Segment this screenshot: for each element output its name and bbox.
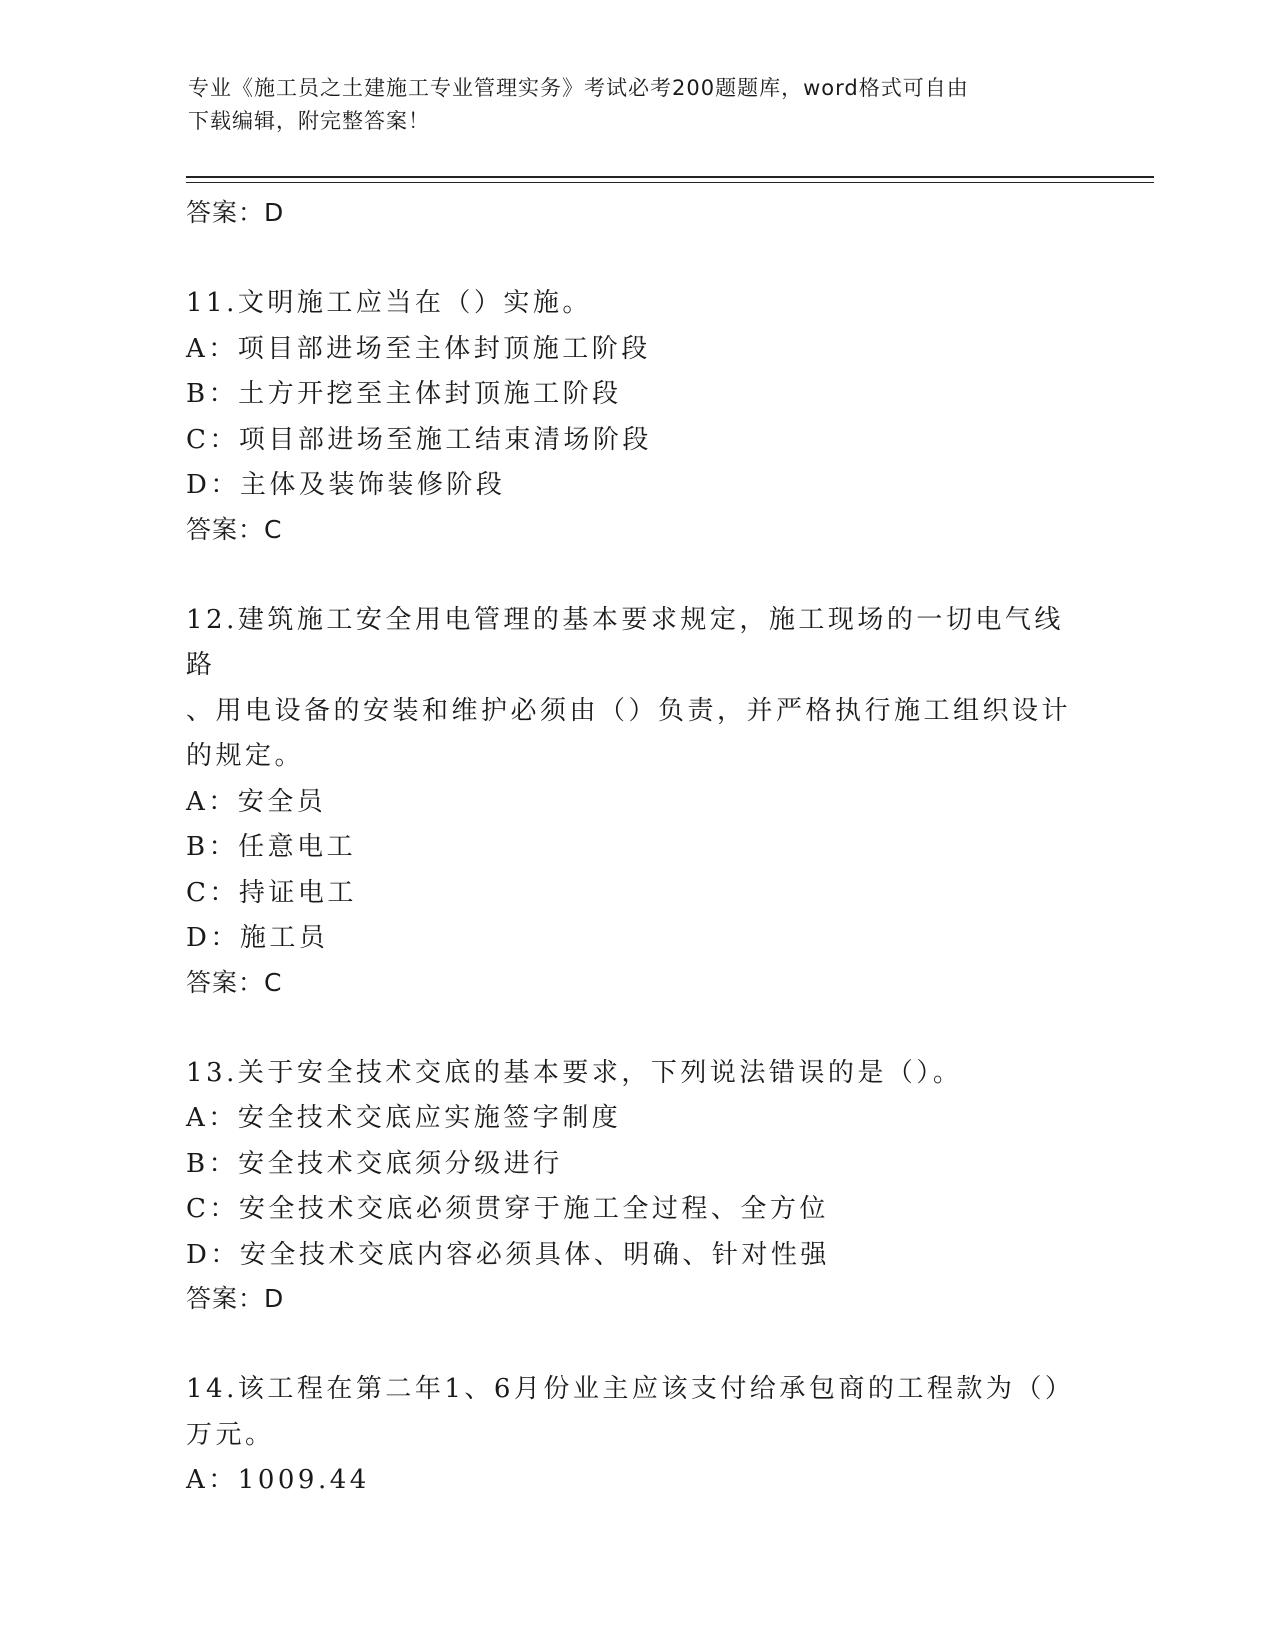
question-list — [186, 192, 1086, 1504]
header-divider-thick — [186, 176, 1154, 178]
option-d: D：施工员 — [186, 923, 329, 953]
header-line-1: 专业《施工员之土建施工专业管理实务》考试必考200题题库，word格式可自由 — [188, 76, 969, 100]
question-stem: 14.该工程在第二年1、6月份业主应该支付给承包商的工程款为（） — [186, 1374, 1075, 1404]
option-d: D：安全技术交底内容必须具体、明确、针对性强 — [186, 1239, 830, 1270]
question-stem: 的规定。 — [186, 741, 305, 771]
option-a: A：安全技术交底应实施签字制度 — [186, 1103, 622, 1133]
question-stem: 11.文明施工应当在（）实施。 — [186, 288, 592, 318]
option-a: A：安全员 — [186, 786, 327, 817]
option-b: B：安全技术交底须分级进行 — [186, 1148, 563, 1179]
answer-line: 答案：C — [186, 967, 283, 997]
question-block — [186, 281, 1086, 551]
question-stem: 13.关于安全技术交底的基本要求，下列说法错误的是（）。 — [186, 1057, 963, 1088]
question-block — [186, 1367, 1086, 1504]
question-block — [186, 598, 1086, 1004]
option-b: B：土方开挖至主体封顶施工阶段 — [186, 379, 622, 409]
option-b: B：任意电工 — [186, 832, 357, 862]
question-stem: 12.建筑施工安全用电管理的基本要求规定，施工现场的一切电气线路 — [186, 604, 1064, 680]
header-divider-thin — [186, 182, 1154, 183]
option-d: D：主体及装饰装修阶段 — [186, 470, 506, 500]
option-a: A：项目部进场至主体封顶施工阶段 — [186, 333, 651, 364]
spacer — [186, 1320, 1086, 1367]
question-block — [186, 1051, 1086, 1321]
option-a: A：1009.44 — [186, 1465, 370, 1495]
spacer — [186, 1004, 1086, 1051]
question-stem: 万元。 — [186, 1419, 275, 1450]
spacer — [186, 551, 1086, 598]
answer-line: 答案：D — [186, 198, 285, 227]
spacer — [186, 234, 1086, 281]
document-header — [188, 72, 1068, 138]
option-c: C：安全技术交底必须贯穿于施工全过程、全方位 — [186, 1194, 829, 1224]
answer-line: 答案：C — [186, 514, 283, 544]
option-c: C：持证电工 — [186, 877, 357, 908]
option-c: C：项目部进场至施工结束清场阶段 — [186, 424, 652, 455]
header-line-2: 下载编辑，附完整答案！ — [188, 109, 430, 133]
answer-line: 答案：D — [186, 1284, 285, 1313]
question-stem: 、用电设备的安装和维护必须由（）负责，并严格执行施工组织设计 — [186, 695, 1072, 726]
